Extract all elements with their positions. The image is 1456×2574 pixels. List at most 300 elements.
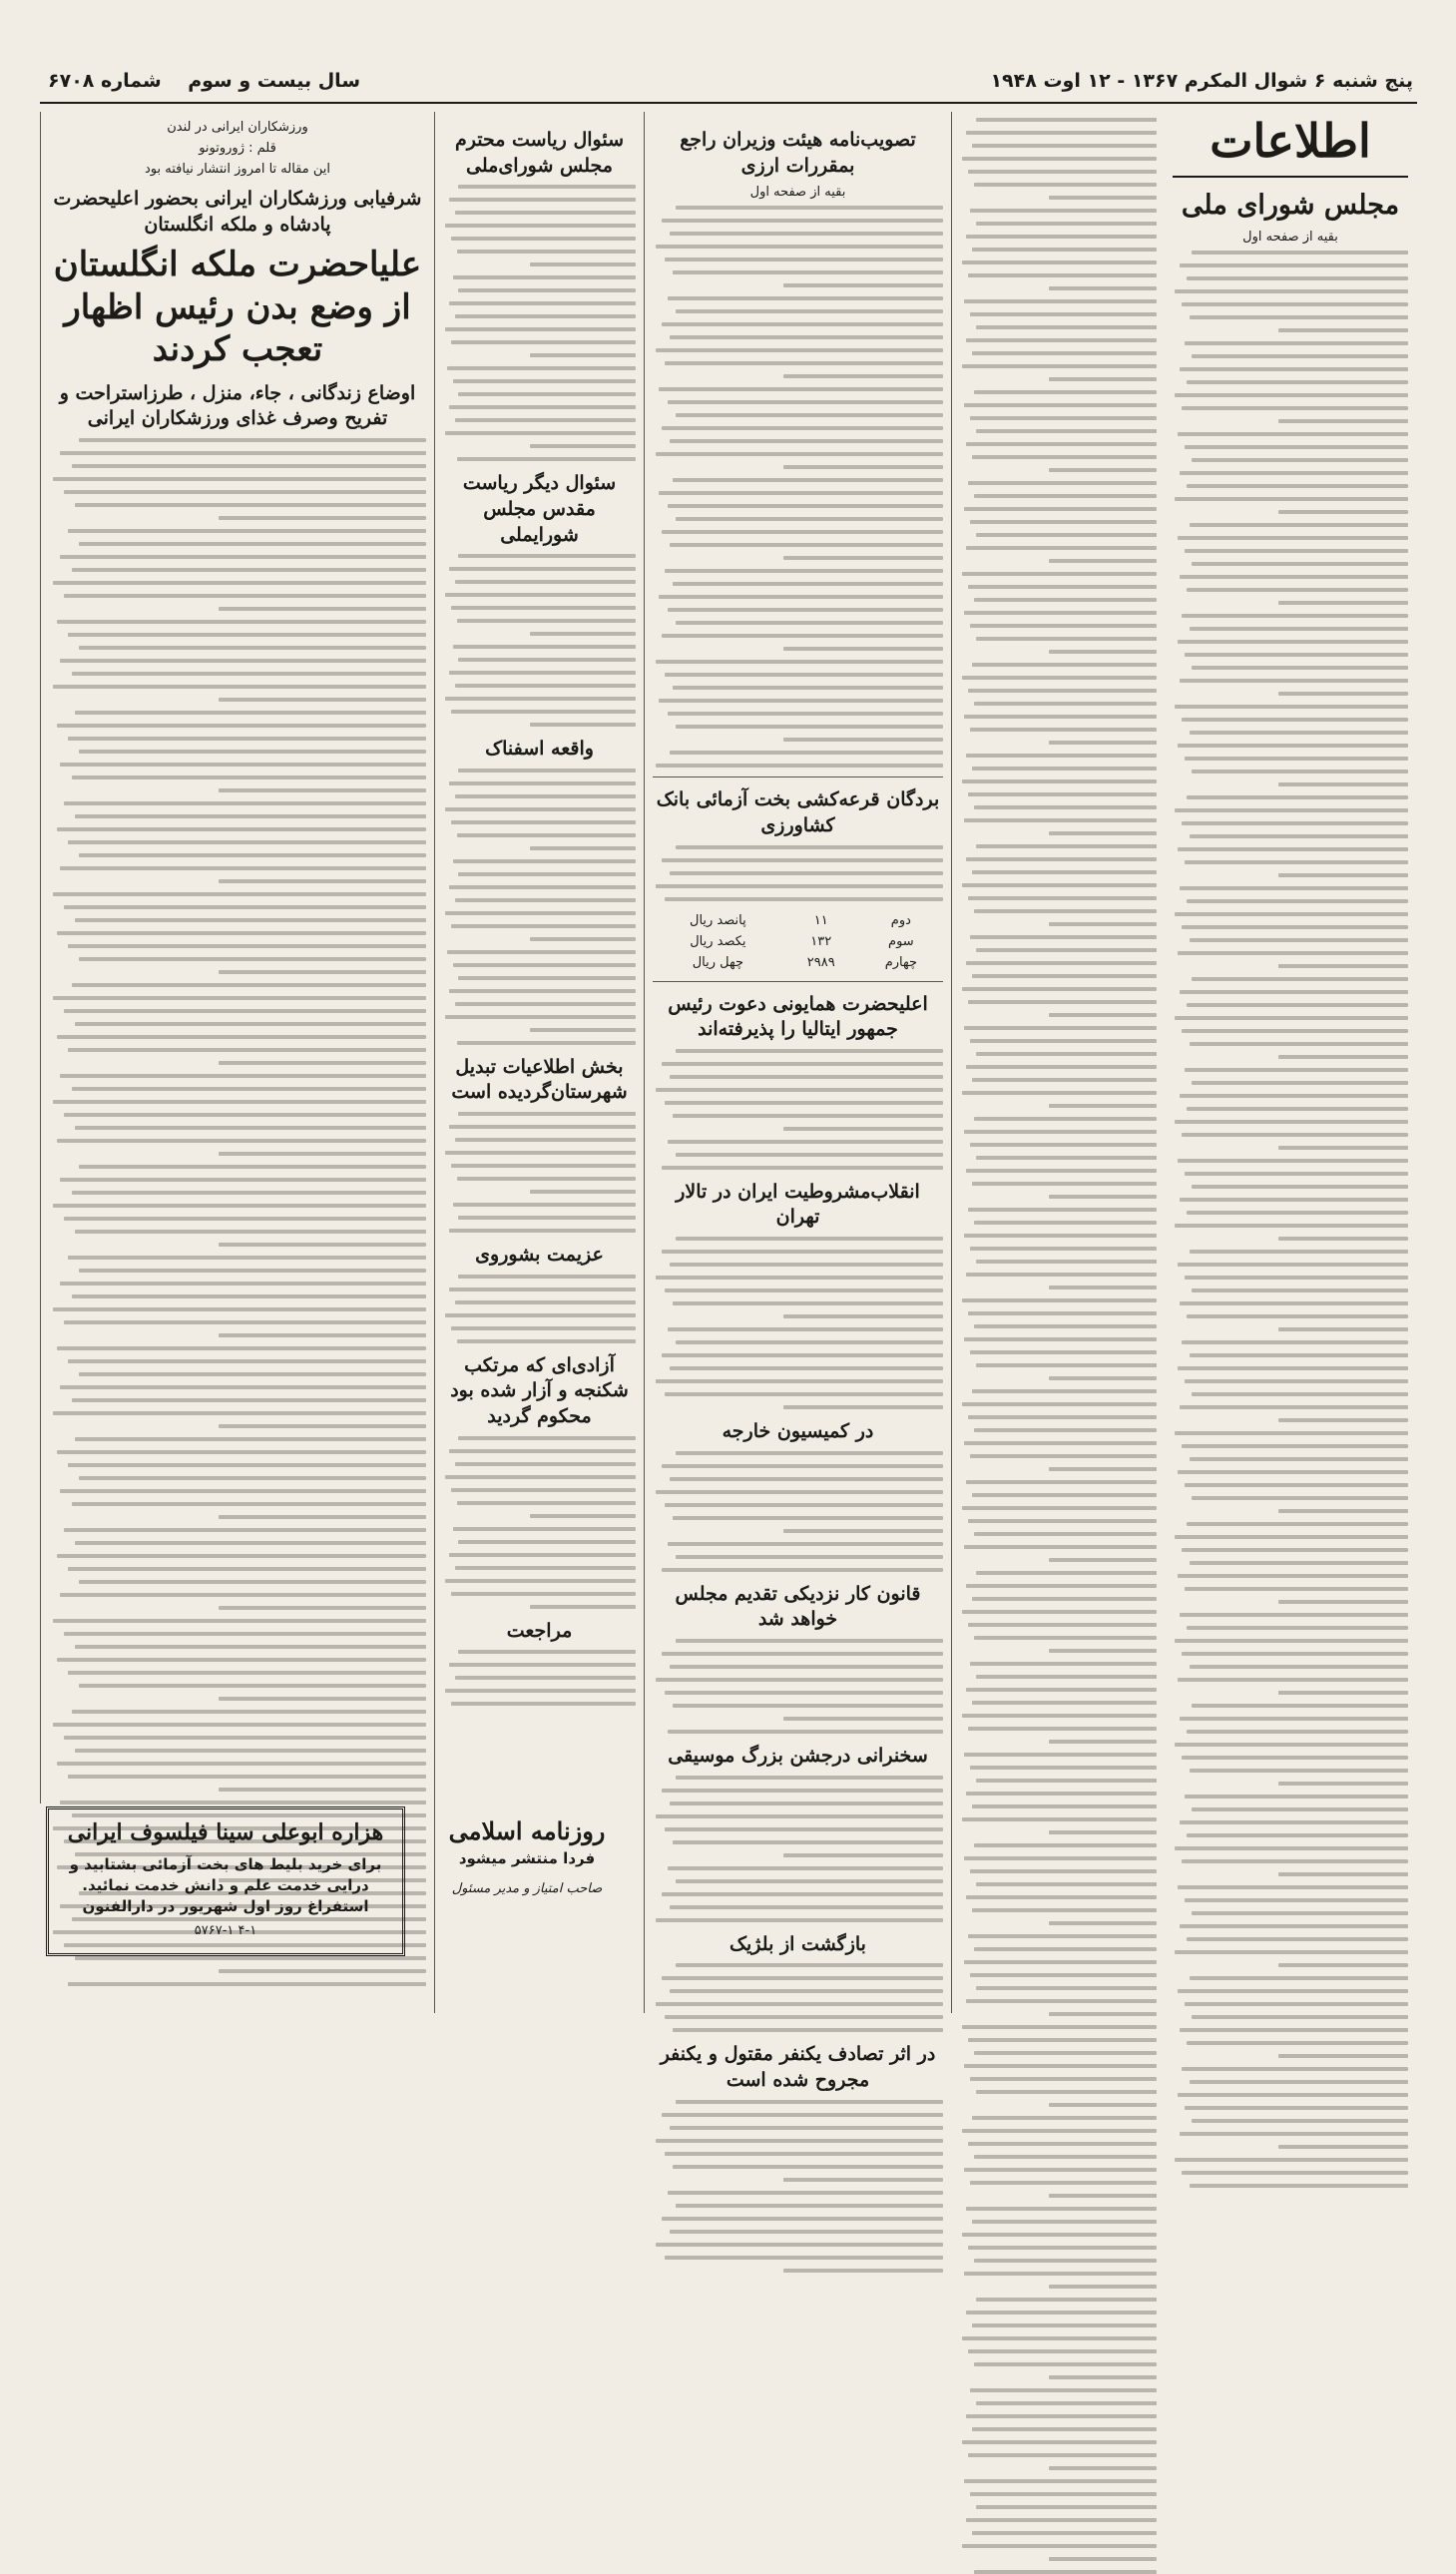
unreadable-text-line [1278,1872,1408,1876]
unreadable-text-line [75,814,426,818]
unreadable-text-line [962,364,1157,368]
unreadable-text-line [662,1062,943,1066]
unreadable-text-line [1192,354,1408,358]
unreadable-text-line [783,1529,943,1533]
unreadable-text-line [530,1514,636,1518]
unreadable-text-line [662,322,943,326]
unreadable-text-line [970,935,1157,939]
unreadable-text-line [458,976,636,980]
unreadable-text-line [445,1475,636,1479]
unreadable-text-line [72,1087,426,1091]
unreadable-text-line [670,1802,943,1805]
unreadable-text-line [972,1493,1157,1497]
unreadable-text-line [673,1301,943,1305]
unreadable-text-line [57,827,426,831]
unreadable-text-line [783,647,943,651]
unreadable-text-line [60,1489,426,1493]
unreadable-text-line [970,624,1157,628]
unreadable-text-line [53,685,426,689]
music-festival-body-unreadable [653,1776,943,1922]
unreadable-text-line [60,451,426,455]
unreadable-text-line [1180,263,1408,267]
unreadable-text-line [962,2544,1157,2548]
unreadable-text-line [673,686,943,690]
unreadable-text-line [659,387,943,391]
unreadable-text-line [976,1882,1157,1886]
royal-italy-body-unreadable [653,1049,943,1170]
unreadable-text-line [458,1650,636,1654]
unreadable-text-line [72,672,426,676]
column-parliament-continued [951,112,1165,2013]
unreadable-text-line [1192,770,1408,773]
unreadable-text-line [1182,2171,1408,2175]
unreadable-text-line [219,1515,426,1519]
unreadable-text-line [72,568,426,572]
currency-decree-body-unreadable [653,206,943,768]
unreadable-text-line [1278,510,1408,514]
unreadable-text-line [445,911,636,915]
unreadable-text-line [962,2025,1157,2029]
unreadable-text-line [1175,1846,1408,1850]
unreadable-text-line [219,1424,426,1428]
unreadable-text-line [670,2230,943,2234]
unreadable-text-line [676,621,943,625]
unreadable-text-line [976,1363,1157,1367]
unreadable-text-line [1175,912,1408,916]
unreadable-text-line [676,1153,943,1157]
unreadable-text-line [1190,2080,1408,2084]
county-conversion-headline: بخش اطلاعیات تبدیل شهرستان‌گردیده است [451,1055,628,1104]
unreadable-text-line [662,1892,943,1896]
unreadable-text-line [1180,1301,1408,1305]
unreadable-text-line [972,1389,1157,1393]
bank-lottery-row [653,952,943,973]
unreadable-text-line [64,1217,426,1221]
athletes-big-headline: علیاحضرت ملکه انگلستان از وضع بدن رئیس اظهار تعجب کردند [53,245,422,370]
unreadable-text-line [1182,821,1408,825]
unreadable-text-line [656,1276,943,1280]
unreadable-text-line [783,738,943,742]
unreadable-text-line [974,2051,1157,2055]
unreadable-text-line [1278,1509,1408,1513]
unreadable-text-line [783,1717,943,1721]
unreadable-text-line [1192,1185,1408,1189]
unreadable-text-line [57,1139,426,1143]
unreadable-text-line [1178,640,1408,644]
unreadable-text-line [676,206,943,210]
unreadable-text-line [1187,899,1408,903]
unreadable-text-line [966,857,1157,861]
unreadable-text-line [668,712,943,716]
unreadable-text-line [665,1392,943,1396]
unreadable-text-line [1049,559,1157,563]
unreadable-text-line [68,1775,426,1779]
unreadable-text-line [662,1166,943,1170]
unreadable-text-line [1278,328,1408,332]
unreadable-text-line [1192,1496,1408,1500]
unreadable-text-line [449,1449,636,1453]
unreadable-text-line [1049,1376,1157,1380]
unreadable-text-line [966,2414,1157,2418]
unreadable-text-line [53,1307,426,1311]
unreadable-text-line [668,1730,943,1734]
unreadable-text-line [968,2349,1157,2353]
unreadable-text-line [962,572,1157,576]
unreadable-text-line [966,961,1157,965]
unreadable-text-line [656,764,943,768]
unreadable-text-line [1049,2557,1157,2561]
unreadable-text-line [445,1579,636,1583]
unreadable-text-line [1049,2375,1157,2379]
athletes-byline: قلم : ژوروتونو [199,141,276,156]
unreadable-text-line [1180,575,1408,579]
unreadable-text-line [670,1366,943,1370]
unreadable-text-line [1175,1743,1408,1747]
unreadable-text-line [1190,1976,1408,1980]
unreadable-text-line [670,1665,943,1669]
unreadable-text-line [968,1934,1157,1938]
unreadable-text-line [659,595,943,599]
unreadable-text-line [1190,315,1408,319]
unreadable-text-line [1185,2002,1408,2006]
unreadable-text-line [1192,1081,1408,1085]
unreadable-text-line [1185,1172,1408,1176]
unreadable-text-line [458,1216,636,1220]
unreadable-text-line [457,250,636,254]
unreadable-text-line [1192,251,1408,255]
unreadable-text-line [665,569,943,573]
unreadable-text-line [453,379,636,383]
unreadable-text-line [783,283,943,287]
question-headline-1: سئوال ریاست محترم مجلس شورای‌ملی [454,129,625,177]
daily-notice [417,1806,637,1956]
unreadable-text-line [670,1989,943,1993]
tortured-case-headline: آزادی‌ای که مرتکب شکنجه و آزار شده بود محکوم گردید [450,1353,629,1428]
unreadable-text-line [57,1658,426,1662]
unreadable-text-line [662,1353,943,1357]
unreadable-text-line [1182,1652,1408,1656]
unreadable-text-line [972,2220,1157,2224]
unreadable-text-line [656,884,943,888]
unreadable-text-line [670,751,943,755]
unreadable-text-line [1185,1068,1408,1072]
unreadable-text-line [453,275,636,279]
unreadable-text-line [68,1567,426,1571]
unreadable-text-line [783,1853,943,1857]
unreadable-text-line [53,1723,426,1727]
unreadable-text-line [1182,1340,1408,1344]
unreadable-text-line [656,1814,943,1818]
unreadable-text-line [1182,1444,1408,1448]
unreadable-text-line [662,426,943,430]
unreadable-text-line [972,1701,1157,1705]
unreadable-text-line [1175,1224,1408,1228]
unreadable-text-line [1190,1353,1408,1357]
unreadable-text-line [455,1462,636,1466]
unreadable-text-line [970,1350,1157,1354]
bank-lottery-rank: دوم [890,912,911,928]
unreadable-text-line [1187,1003,1408,1007]
unreadable-text-line [1049,1830,1157,1834]
athletes-subheadline: اوضاع زندگانی ، جاء، منزل ، طرزاستراحت و تفریح وصرف غذای ورزشکاران ایرانی [59,381,416,430]
unreadable-text-line [974,1117,1157,1121]
bank-lottery-headline: بردگان قرعه‌کشی بخت آزمائی بانک کشاورزی [656,788,940,836]
unreadable-text-line [676,1049,943,1053]
unreadable-text-line [453,1527,636,1531]
unreadable-text-line [445,593,636,597]
unreadable-text-line [1180,1717,1408,1721]
unreadable-text-line [676,1451,943,1455]
unreadable-text-line [457,619,636,623]
column-parliament [1165,112,1416,2013]
unreadable-text-line [656,1379,943,1383]
unreadable-text-line [656,348,943,352]
unreadable-text-line [972,1804,1157,1808]
unreadable-text-line [962,779,1157,783]
foreign-committee-headline: در کمیسیون خارجه [722,1420,874,1443]
currency-decree-headline: تصویب‌نامه هیئت وزیران راجع بمقررات ارزی [680,129,916,177]
unreadable-text-line [1178,1885,1408,1889]
unreadable-text-line [75,1437,426,1441]
unreadable-text-line [662,634,943,638]
unreadable-text-line [64,1528,426,1532]
unreadable-text-line [668,400,943,404]
unreadable-text-line [668,1327,943,1331]
unreadable-text-line [1182,1548,1408,1552]
unreadable-text-line [1182,1756,1408,1760]
unreadable-text-line [530,444,636,448]
unreadable-text-line [1192,2119,1408,2123]
unreadable-text-line [964,507,1157,511]
unreadable-text-line [670,1905,943,1909]
unreadable-text-line [451,1592,636,1596]
unreadable-text-line [530,262,636,266]
unreadable-text-line [1178,1574,1408,1578]
unreadable-text-line [1049,2285,1157,2289]
unreadable-text-line [972,144,1157,148]
unreadable-text-line [1178,951,1408,955]
unreadable-text-line [962,157,1157,161]
unreadable-text-line [64,490,426,494]
unreadable-text-line [455,1002,636,1006]
unreadable-text-line [972,1078,1157,1082]
unreadable-text-line [1190,627,1408,631]
unreadable-text-line [964,1234,1157,1238]
unreadable-text-line [455,314,636,318]
unreadable-text-line [458,1112,636,1116]
unreadable-text-line [72,983,426,987]
unreadable-text-line [53,1619,426,1623]
unreadable-text-line [451,1702,636,1706]
unreadable-text-line [966,754,1157,758]
unreadable-text-line [75,1645,426,1649]
unreadable-text-line [962,987,1157,991]
unreadable-text-line [662,219,943,223]
unreadable-text-line [1175,1431,1408,1435]
unreadable-text-line [976,948,1157,952]
unreadable-text-line [458,1436,636,1440]
unreadable-text-line [79,1476,426,1480]
unreadable-text-line [455,1566,636,1570]
unreadable-text-line [972,2116,1157,2120]
unreadable-text-line [1190,1250,1408,1254]
unreadable-text-line [219,1969,426,1973]
athletes-headline: شرفیابی ورزشکاران ایرانی بحضور اعلیحضرت پادشاه و ملکه انگلستان [53,188,422,236]
unreadable-text-line [974,2570,1157,2574]
labor-law-headline: قانون کار نزدیکی تقدیم مجلس خواهد شد [675,1582,921,1631]
unreadable-text-line [968,2453,1157,2457]
bank-lottery-row [653,931,943,952]
unreadable-text-line [64,1736,426,1740]
unreadable-text-line [970,2181,1157,2185]
unreadable-text-line [1192,1392,1408,1396]
unreadable-text-line [964,1130,1157,1134]
unreadable-text-line [972,248,1157,252]
unreadable-text-line [72,775,426,779]
unreadable-text-line [79,646,426,650]
unreadable-text-line [1049,1921,1157,1925]
unreadable-text-line [1178,536,1408,540]
unreadable-text-line [79,957,426,961]
unreadable-text-line [75,1956,426,1960]
unreadable-text-line [1049,1013,1157,1017]
unreadable-text-line [1049,1740,1157,1744]
unreadable-text-line [1049,741,1157,745]
unreadable-text-line [219,607,426,611]
accident-body-unreadable [653,2100,943,2273]
unreadable-text-line [449,781,636,785]
unreadable-text-line [966,1065,1157,1069]
unreadable-text-line [1187,1107,1408,1111]
unreadable-text-line [966,1584,1157,1588]
ad-line-1: برای خرید بلیط های بخت آزمائی بشتابید و [69,1855,382,1873]
unreadable-text-line [1185,1795,1408,1799]
unreadable-text-line [662,1250,943,1254]
unreadable-text-line [968,792,1157,796]
unreadable-text-line [75,1022,426,1026]
unreadable-text-line [1178,2093,1408,2097]
unreadable-text-line [449,1553,636,1557]
unreadable-text-line [964,403,1157,407]
unreadable-text-line [662,1568,943,1572]
unreadable-text-line [968,2038,1157,2042]
unreadable-text-line [676,1639,943,1643]
unreadable-text-line [972,1182,1157,1186]
unreadable-text-line [1187,588,1408,592]
unreadable-text-line [57,1450,426,1454]
unreadable-text-line [968,2142,1157,2146]
unreadable-text-line [665,1691,943,1695]
athletes-kicker: ورزشکاران ایرانی در لندن [167,120,308,135]
unreadable-text-line [656,1088,943,1092]
unreadable-text-line [676,725,943,729]
unreadable-text-line [1178,432,1408,436]
unreadable-text-line [964,2064,1157,2068]
unreadable-text-line [57,1762,426,1766]
issue-header-bar [40,60,1417,104]
unreadable-text-line [68,1048,426,1052]
unreadable-text-line [966,2518,1157,2522]
unreadable-text-line [1180,1820,1408,1824]
unreadable-text-line [976,844,1157,848]
unreadable-text-line [1185,653,1408,657]
unreadable-text-line [449,301,636,305]
unreadable-text-line [1049,1286,1157,1289]
unreadable-text-line [1049,468,1157,472]
unreadable-text-line [451,606,636,610]
section-divider [653,776,943,777]
parliament-body-unreadable [1173,251,1408,2188]
parliament-headline: مجلس شورای ملی [1181,190,1400,221]
unreadable-text-line [68,1671,426,1675]
unreadable-text-line [530,632,636,636]
ad-code: ۵۷۶۷-۱ ۴-۱ [194,1923,257,1938]
unreadable-text-line [1049,831,1157,835]
unreadable-text-line [972,974,1157,978]
unreadable-text-line [974,2155,1157,2159]
unreadable-text-line [970,1247,1157,1251]
tragic-event-headline: واقعه اسفناک [485,738,594,761]
unreadable-text-line [976,637,1157,641]
unreadable-text-line [1278,1782,1408,1786]
unreadable-text-line [1190,1457,1408,1461]
unreadable-text-line [659,491,943,495]
unreadable-text-line [665,1101,943,1105]
unreadable-text-line [966,546,1157,550]
unreadable-text-line [64,1009,426,1013]
unreadable-text-line [1049,922,1157,926]
unreadable-text-line [458,658,636,662]
unreadable-text-line [970,728,1157,732]
unreadable-text-line [60,763,426,767]
unreadable-text-line [974,702,1157,706]
unreadable-text-line [673,2165,943,2169]
unreadable-text-line [79,1165,426,1169]
unreadable-text-line [219,1333,426,1337]
unreadable-text-line [219,698,426,702]
unreadable-text-line [1190,834,1408,838]
issue-volume: سال بیست و سوم [188,70,361,92]
ad-title: هزاره ابوعلی سینا فیلسوف ایرانی [67,1819,384,1845]
unreadable-text-line [662,858,943,862]
unreadable-text-line [1278,1237,1408,1241]
unreadable-text-line [668,1866,943,1870]
unreadable-text-line [966,1273,1157,1277]
unreadable-text-line [964,1026,1157,1030]
unreadable-text-line [1180,471,1408,475]
unreadable-text-line [676,1776,943,1780]
unreadable-text-line [79,542,426,546]
unreadable-text-line [966,2311,1157,2315]
unreadable-text-line [1049,1649,1157,1653]
unreadable-text-line [1185,2106,1408,2110]
unreadable-text-line [968,689,1157,693]
unreadable-text-line [1049,1467,1157,1471]
unreadable-text-line [1180,1613,1408,1617]
unreadable-text-line [656,660,943,664]
return-belgium-body-unreadable [653,1963,943,2032]
unreadable-text-line [447,950,636,954]
unreadable-text-line [455,1300,636,1304]
unreadable-text-line [57,1035,426,1039]
unreadable-text-line [1190,2184,1408,2188]
unreadable-text-line [966,235,1157,239]
unreadable-text-line [1278,419,1408,423]
unreadable-text-line [1180,886,1408,890]
unreadable-text-line [53,892,426,896]
unreadable-text-line [68,1982,426,1986]
unreadable-text-line [57,724,426,728]
